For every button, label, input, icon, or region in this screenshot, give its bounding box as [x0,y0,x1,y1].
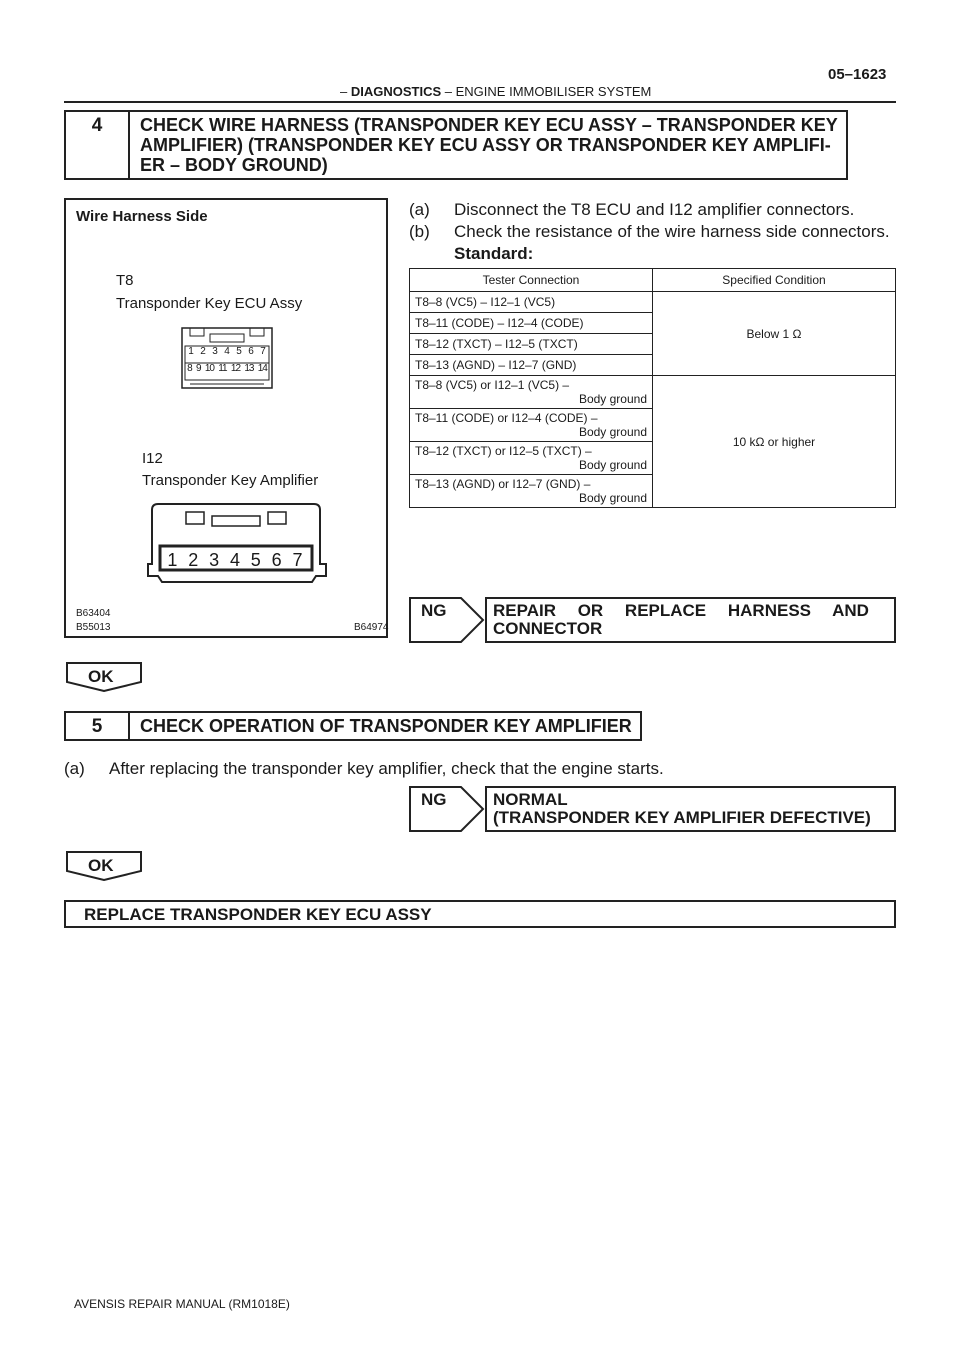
step-4-number: 4 [66,112,130,178]
t8-pin: 12 [230,363,241,374]
t8-connector-diagram [180,326,276,392]
t8-pin: 10 [204,363,214,374]
table-row [410,376,896,409]
header-section: DIAGNOSTICS [350,84,442,99]
i12-pin: 5 [250,550,261,570]
step-5-number: 5 [66,713,130,739]
table-cell [410,376,653,409]
t8-pin: 3 [212,346,218,357]
final-action-box: REPLACE TRANSPONDER KEY ECU ASSY [64,900,896,928]
ng-result-line [493,602,888,620]
running-header: – DIAGNOSTICS – ENGINE IMMOBILISER SYSTEM [340,84,652,99]
instruction-b-text: Check the resistance of the wire harness side connectors. [454,222,890,241]
table-cell-line: Body ground [578,458,647,472]
table-cell-line: T8–8 (VC5) or I12–1 (VC5) – [415,378,570,392]
t8-pin: 1 [188,346,194,357]
ng-result-line: NORMAL [493,790,568,809]
instruction-a-text: Disconnect the T8 ECU and I12 amplifier connectors. [454,200,855,219]
t8-pin: 4 [224,346,230,357]
t8-pin: 9 [195,363,201,374]
i12-pin: 4 [229,550,240,570]
figure-code: B64974 [354,622,389,633]
ng-badge-label: NG [421,790,447,809]
ng-result-text: REPAIR OR REPLACE HARNESS AND [493,601,869,620]
header-dash: – [444,84,452,99]
ng-result-box [485,597,896,643]
i12-connector-diagram [142,502,332,592]
t8-pin: 11 [218,363,227,374]
figure-side-label: Wire Harness Side [76,208,208,225]
table-cell-line: Body ground [578,392,647,406]
header-rule [64,101,896,103]
step-5-title: CHECK OPERATION OF TRANSPONDER KEY AMPLIFIER [140,716,632,736]
table-cell: T8–8 (VC5) – I12–1 (VC5) [410,292,653,313]
standard-table [409,268,896,508]
connector-figure [64,198,388,638]
table-cell: T8–13 (AGND) – I12–7 (GND) [410,355,653,376]
footer-manual-id: AVENSIS REPAIR MANUAL (RM1018E) [74,1297,290,1311]
table-cell-condition: 10 kΩ or higher [653,376,896,508]
page-number: 05–1623 [828,66,887,83]
t8-pin: 14 [257,363,267,374]
step-4-title [130,112,846,178]
table-cell-condition: Below 1 Ω [653,292,896,376]
ng-badge-label: NG [421,601,447,620]
ng-result-line: CONNECTOR [493,619,603,638]
step-4-box [64,110,848,180]
t8-pin: 13 [244,363,254,374]
standard-label: Standard: [454,244,534,263]
ok-label: OK [88,856,114,875]
t8-pin: 8 [187,363,192,374]
table-row [410,292,896,313]
header-subsection: ENGINE IMMOBILISER SYSTEM [455,84,652,99]
connector-i12-name: Transponder Key Amplifier [142,472,319,489]
table-cell [410,442,653,475]
t8-pin: 6 [248,346,254,357]
figure-code: B63404 [76,608,111,619]
table-cell-line: T8–13 (AGND) or I12–7 (GND) – [415,477,591,491]
connector-i12-id: I12 [142,450,163,467]
step-4-title-line: CHECK WIRE HARNESS (TRANSPONDER KEY ECU ASSY – TRANSPONDER KEY [140,115,838,135]
step-5-a-text: After replacing the transponder key amplifier, check that the engine starts. [109,759,664,778]
table-cell [410,475,653,508]
i12-pin: 7 [292,550,303,570]
t8-pin: 5 [236,346,242,357]
table-cell [410,409,653,442]
t8-pin-row-top [185,346,269,357]
connector-t8-name: Transponder Key ECU Assy [116,295,303,312]
ng-result-line: (TRANSPONDER KEY AMPLIFIER DEFECTIVE) [493,808,871,827]
i12-pin-row [162,550,308,571]
table-header-connection: Tester Connection [410,269,653,292]
i12-pin: 1 [167,550,178,570]
table-header-condition: Specified Condition [653,269,896,292]
i12-pin: 2 [188,550,199,570]
table-cell: T8–12 (TXCT) – I12–5 (TXCT) [410,334,653,355]
table-cell-line: Body ground [578,491,647,505]
step-5-box [64,711,642,741]
i12-pin: 3 [209,550,220,570]
connector-t8-id: T8 [116,272,134,289]
ng-badge [409,597,485,643]
figure-code: B55013 [76,622,111,633]
table-cell-line: Body ground [578,425,647,439]
step-5-a-label: (a) [64,759,85,778]
ok-badge-2 [66,851,142,881]
ng-result-box [485,786,896,832]
t8-pin: 2 [200,346,206,357]
ng-result-1 [409,597,896,643]
step-4-title-line: ER – BODY GROUND) [140,155,328,175]
t8-pin: 7 [260,346,266,357]
table-cell-line: T8–12 (TXCT) or I12–5 (TXCT) – [415,444,592,458]
i12-pin: 6 [271,550,282,570]
table-cell: T8–11 (CODE) – I12–4 (CODE) [410,313,653,334]
ng-badge [409,786,485,832]
ng-result-2 [409,786,896,832]
instruction-b-label: (b) [409,222,430,241]
ok-badge-1 [66,662,142,692]
table-cell-line: T8–11 (CODE) or I12–4 (CODE) – [415,411,598,425]
ok-label: OK [88,667,114,686]
t8-pin-row-bottom [185,363,269,374]
step-4-title-line: AMPLIFIER) (TRANSPONDER KEY ECU ASSY OR TRANSPONDER KEY AMPLIFI- [140,135,831,155]
instruction-a-label: (a) [409,200,430,219]
